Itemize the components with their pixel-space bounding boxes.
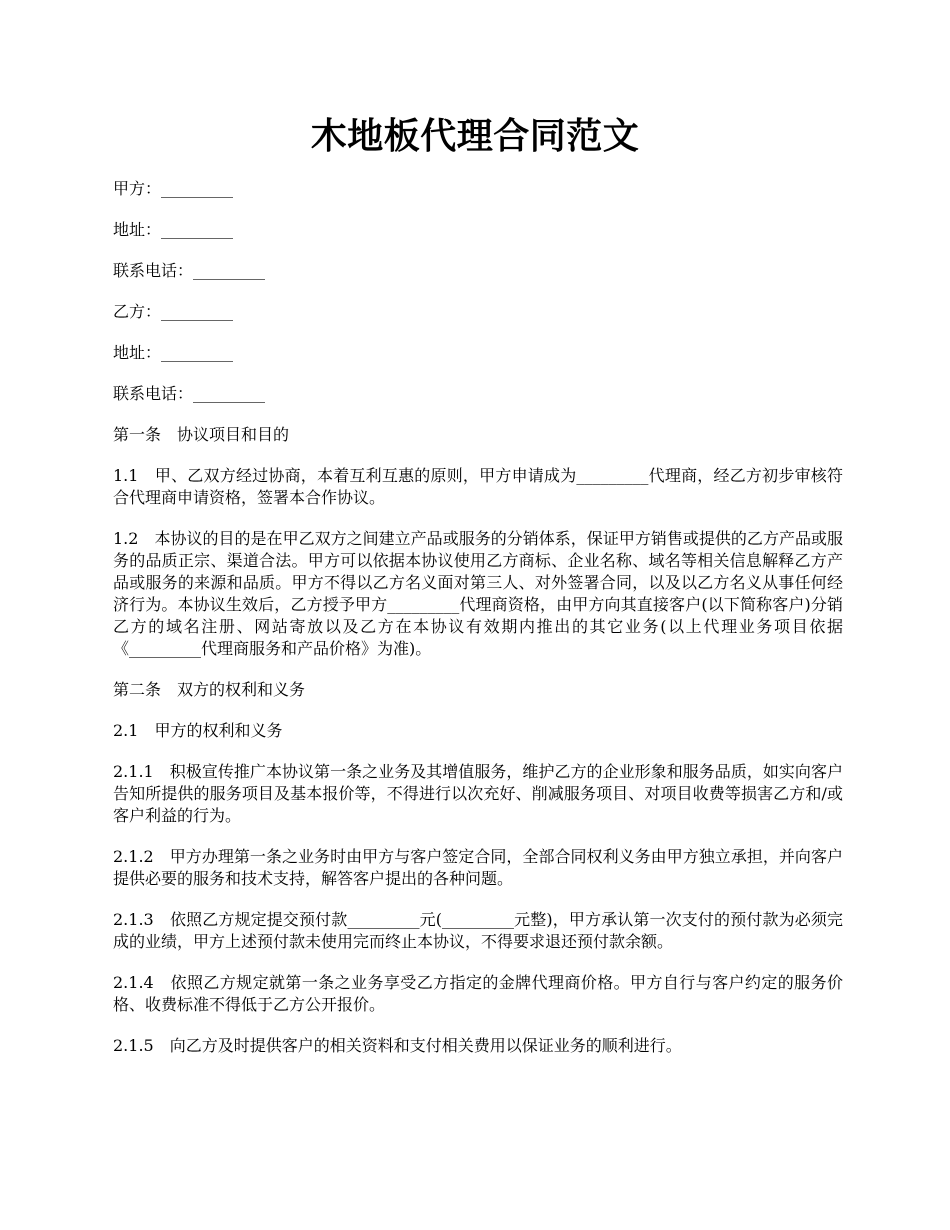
- clause-1-2: 1.2 本协议的目的是在甲乙双方之间建立产品或服务的分销体系，保证甲方销售或提供的乙方产品或服务的品质正宗、渠道合法。甲方可以依据本协议使用乙方商标、企业名称、域名等相关信息解释乙方产品或服务的来源和品质。甲方不得以乙方名义面对第三人、对外签署合同，以及以乙方名义从事任何经济行为。本协议生效后，乙方授予甲方_________代理商资格，由甲方向其直接客户(以下简称客户)分销乙方的域名注册、网站寄放以及乙方在本协议有效期内推出的其它业务(以上代理业务项目依据《_________代理商服务和产品价格》为准)。: [113, 529, 843, 658]
- clause-2-1-5: 2.1.5 向乙方及时提供客户的相关资料和支付相关费用以保证业务的顺利进行。: [113, 1036, 682, 1055]
- document-title: 木地板代理合同范文: [310, 115, 640, 157]
- section-1-heading: 第一条 协议项目和目的: [113, 425, 290, 444]
- party-a-field: 甲方：_________: [113, 179, 234, 198]
- clause-2-1-3: 2.1.3 依照乙方规定提交预付款_________元(_________元整)，甲方承认第一次支付的预付款为必须完成的业绩，甲方上述预付款未使用完而终止本协议，不得要求退还预付款余额。: [113, 910, 843, 951]
- phone-b-field: 联系电话：_________: [113, 384, 266, 403]
- phone-a-field: 联系电话：_________: [113, 261, 266, 280]
- clause-2-1-4: 2.1.4 依照乙方规定就第一条之业务享受乙方指定的金牌代理商价格。甲方自行与客户约定的服务价格、收费标准不得低于乙方公开报价。: [113, 973, 843, 1014]
- address-b-field: 地址：_________: [113, 343, 234, 362]
- document-body: [113, 178, 843, 1076]
- party-b-field: 乙方：_________: [113, 302, 234, 321]
- clause-2-1: 2.1 甲方的权利和义务: [113, 721, 283, 740]
- clause-2-1-1: 2.1.1 积极宣传推广本协议第一条之业务及其增值服务，维护乙方的企业形象和服务品质，如实向客户告知所提供的服务项目及基本报价等，不得进行以次充好、削减服务项目、对项目收费等损害乙方和/或客户利益的行为。: [113, 762, 843, 825]
- clause-1-1: 1.1 甲、乙双方经过协商，本着互利互惠的原则，甲方申请成为_________代理商，经乙方初步审核符合代理商申请资格，签署本合作协议。: [113, 466, 843, 507]
- clause-2-1-2: 2.1.2 甲方办理第一条之业务时由甲方与客户签定合同，全部合同权利义务由甲方独立承担，并向客户提供必要的服务和技术支持，解答客户提出的各种问题。: [113, 847, 843, 888]
- section-2-heading: 第二条 双方的权利和义务: [113, 680, 306, 699]
- address-a-field: 地址：_________: [113, 220, 234, 239]
